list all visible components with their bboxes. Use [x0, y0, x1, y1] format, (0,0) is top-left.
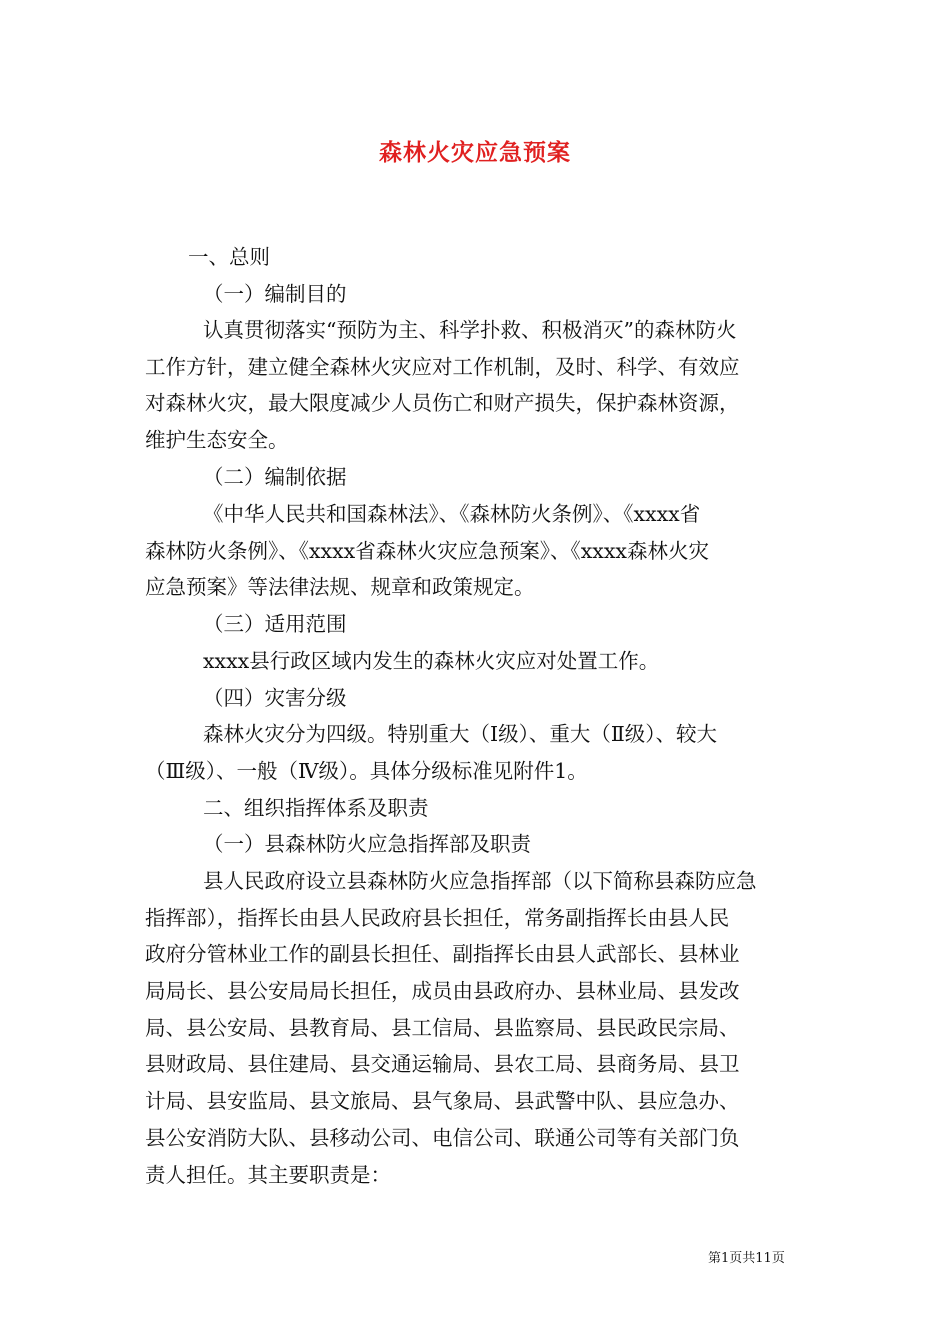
paragraph-line: 县财政局、县住建局、县交通运输局、县农工局、县商务局、县卫 [145, 1052, 740, 1076]
paragraph-line: 局、县公安局、县教育局、县工信局、县监察局、县民政民宗局、 [145, 1016, 740, 1040]
paragraph-line: 县公安消防大队、县移动公司、电信公司、联通公司等有关部门负 [145, 1126, 740, 1150]
paragraph-line: 《中华人民共和国森林法》、《森林防火条例》、《xxxx省 [203, 502, 701, 526]
subheading-classification: （四）灾害分级 [203, 686, 347, 710]
subheading-purpose: （一）编制目的 [203, 282, 347, 306]
heading-organization: 二、组织指挥体系及职责 [203, 796, 429, 820]
paragraph-line: （Ⅲ级）、一般（Ⅳ级）。具体分级标准见附件1。 [145, 759, 588, 783]
subheading-command: （一）县森林防火应急指挥部及职责 [203, 832, 531, 856]
subheading-basis: （二）编制依据 [203, 465, 347, 489]
page-footer: 第1页共11页 [708, 1251, 785, 1266]
paragraph-line: 森林火灾分为四级。特别重大（Ⅰ级）、重大（Ⅱ级）、较大 [203, 722, 718, 746]
paragraph-line: xxxx县行政区域内发生的森林火灾应对处置工作。 [203, 649, 660, 673]
document-title: 森林火灾应急预案 [379, 139, 571, 166]
paragraph-line: 政府分管林业工作的副县长担任、副指挥长由县人武部长、县林业 [145, 942, 740, 966]
paragraph-line: 局局长、县公安局局长担任，成员由县政府办、县林业局、县发改 [145, 979, 740, 1003]
heading-general: 一、总则 [188, 245, 270, 269]
paragraph-line: 县人民政府设立县森林防火应急指挥部（以下简称县森防应急 [203, 869, 757, 893]
paragraph-line: 责人担任。其主要职责是： [145, 1163, 391, 1187]
subheading-scope: （三）适用范围 [203, 612, 347, 636]
paragraph-line: 对森林火灾，最大限度减少人员伤亡和财产损失，保护森林资源， [145, 391, 740, 415]
paragraph-line: 森林防火条例》、《xxxx省森林火灾应急预案》、《xxxx森林火灾 [145, 539, 709, 563]
paragraph-line: 应急预案》等法律法规、规章和政策规定。 [145, 575, 535, 599]
paragraph-line: 指挥部），指挥长由县人民政府县长担任，常务副指挥长由县人民 [145, 906, 730, 930]
paragraph-line: 认真贯彻落实“预防为主、科学扑救、积极消灭”的森林防火 [203, 318, 737, 342]
paragraph-line: 维护生态安全。 [145, 428, 289, 452]
paragraph-line: 工作方针，建立健全森林火灾应对工作机制，及时、科学、有效应 [145, 355, 740, 379]
paragraph-line: 计局、县安监局、县文旅局、县气象局、县武警中队、县应急办、 [145, 1089, 740, 1113]
